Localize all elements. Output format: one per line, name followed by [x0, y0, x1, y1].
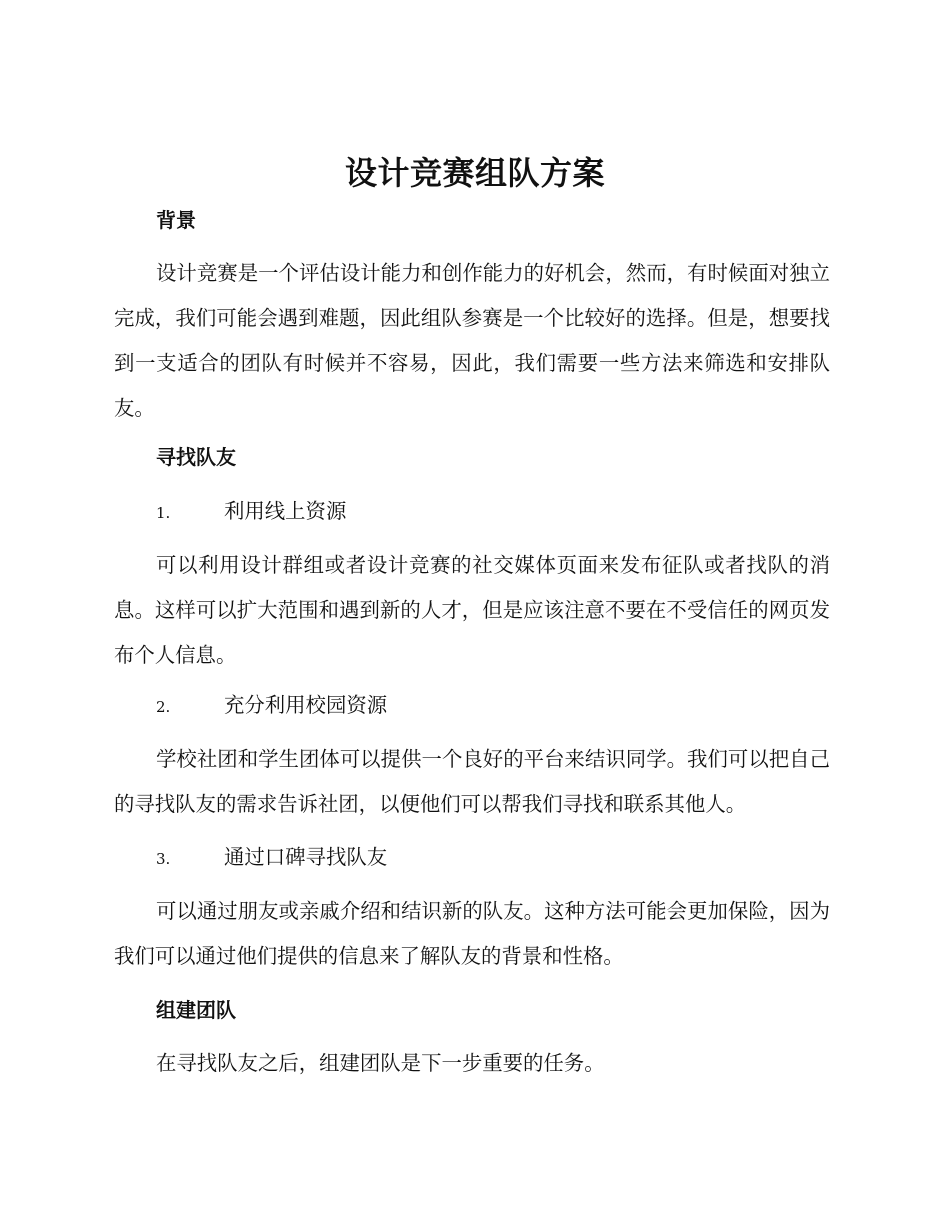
list-label-1: 利用线上资源	[224, 499, 347, 523]
list-item-2	[156, 691, 387, 721]
list-label-3: 通过口碑寻找队友	[224, 845, 388, 869]
list-item-1	[156, 497, 346, 527]
paragraph-build-team: 在寻找队友之后，组建团队是下一步重要的任务。	[156, 1051, 605, 1075]
list-number-2: 2.	[156, 698, 171, 716]
list-label-2: 充分利用校园资源	[224, 693, 388, 717]
heading-background: 背景	[156, 208, 196, 232]
list-number-3: 3.	[156, 850, 171, 868]
paragraph-background: 设计竞赛是一个评估设计能力和创作能力的好机会，然而，有时候面对独立完成，我们可能会遇到难题，因此组队参赛是一个比较好的选择。但是，想要找到一支适合的团队有时候并不容易，因此，我们需要一些方法来筛选和安排队友。	[114, 261, 830, 420]
list-item-3	[156, 843, 387, 873]
paragraph-campus-resources: 学校社团和学生团体可以提供一个良好的平台来结识同学。我们可以把自己的寻找队友的需求告诉社团，以便他们可以帮我们寻找和联系其他人。	[114, 747, 830, 816]
heading-build-team: 组建团队	[156, 998, 236, 1022]
paragraph-word-of-mouth: 可以通过朋友或亲戚介绍和结识新的队友。这种方法可能会更加保险，因为我们可以通过他们提供的信息来了解队友的背景和性格。	[114, 899, 830, 968]
paragraph-online-resources: 可以利用设计群组或者设计竞赛的社交媒体页面来发布征队或者找队的消息。这样可以扩大范围和遇到新的人才，但是应该注意不要在不受信任的网页发布个人信息。	[114, 553, 830, 667]
document-title: 设计竞赛组队方案	[344, 154, 605, 192]
heading-find-teammates: 寻找队友	[156, 445, 236, 469]
list-number-1: 1.	[156, 504, 171, 522]
